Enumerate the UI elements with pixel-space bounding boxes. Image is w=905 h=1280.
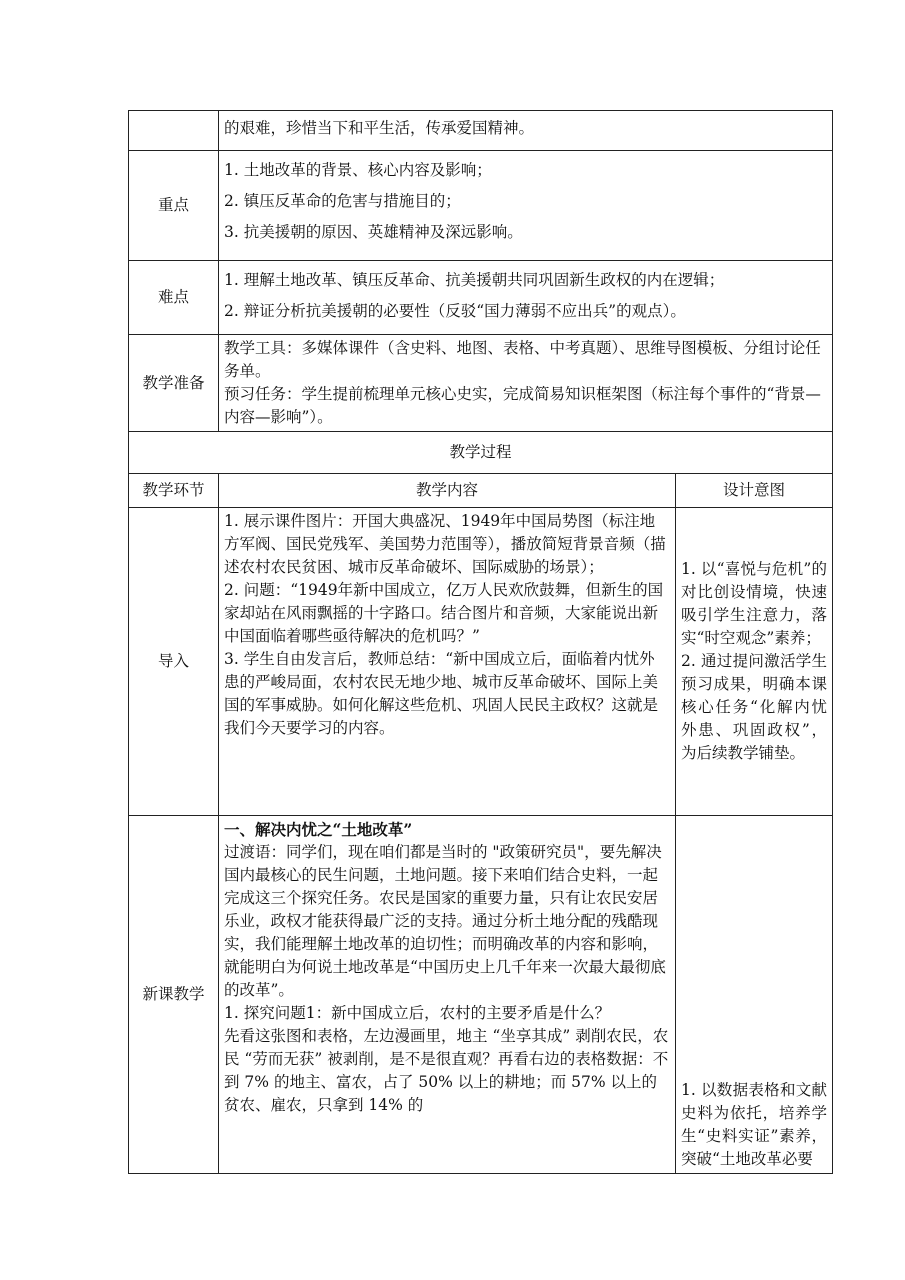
header-content: 教学内容 [219,474,676,508]
intro-intent [676,508,833,816]
header-intent: 设计意图 [676,474,833,508]
difficulties-content [219,261,833,335]
difficulty-item: 1. 理解土地改革、镇压反革命、抗美援朝共同巩固新生政权的内在逻辑； [224,271,725,289]
preparation-item: 教学工具：多媒体课件（含史料、地图、表格、中考真题）、思维导图模板、分组讨论任务单。 [224,339,821,380]
intro-row [129,508,833,816]
process-title: 教学过程 [129,432,833,474]
new-lesson-content [219,816,676,1174]
intro-step: 3. 学生自由发言后，教师总结：“新中国成立后，面临着内忧外患的严峻局面，农村农民无地少地、城市反革命破坏、国际上美国的军事威胁。如何化解这些危机、巩固人民民主政权？这就是我们今天要学习的内容。 [224,650,659,737]
difficulties-row [129,261,833,335]
section-title: 一、解决内忧之“土地改革” [224,820,413,839]
inquiry-text: 先看这张图和表格，左边漫画里，地主 “坐享其成” 剥削农民，农民 “劳而无获” 被剥削，是不是很直观？再看右边的表格数据：不到 7% 的地主、富农，占了 50% 以上的耕地；而 57% 以上的贫农、雇农，只拿到 14% 的 [224,1027,669,1114]
new-lesson-intent-item: 1. 以数据表格和文献史料为依托，培养学生“史料实证”素养，突破“土地改革必要 [681,1081,828,1168]
inquiry-question: 1. 探究问题1：新中国成立后，农村的主要矛盾是什么？ [224,1004,611,1022]
objectives-tail-row [129,111,833,151]
key-point-item: 2. 镇压反革命的危害与措施目的； [224,192,461,210]
intro-intent-item: 2. 通过提问激活学生预习成果，明确本课核心任务“化解内忧外患、巩固政权”，为后续教学铺垫。 [681,652,828,762]
key-points-row [129,151,833,261]
preparation-content [219,335,833,432]
process-title-row [129,432,833,474]
new-lesson-intent [676,816,833,1174]
key-point-item: 3. 抗美援朝的原因、英雄精神及深远影响。 [224,223,523,241]
key-points-label: 重点 [129,151,219,261]
key-points-content [219,151,833,261]
difficulties-label: 难点 [129,261,219,335]
key-point-item: 1. 土地改革的背景、核心内容及影响； [224,161,492,179]
preparation-label: 教学准备 [129,335,219,432]
lesson-plan-table [128,110,833,1174]
transition-text: 过渡语：同学们，现在咱们都是当时的 "政策研究员"，要先解决国内最核心的民生问题，土地问题。接下来咱们结合史料，一起完成这三个探究任务。农民是国家的重要力量，只有让农民安居乐业，政权才能获得最广泛的支持。通过分析土地分配的残酷现实，我们能理解土地改革的迫切性；而明确改革的内容和影响，就能明白为何说土地改革是“中国历史上几千年来一次最大最彻底的改革”。 [224,843,666,999]
intro-label: 导入 [129,508,219,816]
difficulty-item: 2. 辩证分析抗美援朝的必要性（反驳“国力薄弱不应出兵”的观点）。 [224,302,686,320]
intro-step: 1. 展示课件图片：开国大典盛况、1949年中国局势图（标注地方军阀、国民党残军、美国势力范围等），播放简短背景音频（描述农村农民贫困、城市反革命破坏、国际威胁的场景）； [224,512,666,576]
intro-intent-item: 1. 以“喜悦与危机”的对比创设情境，快速吸引学生注意力，落实“时空观念”素养； [681,560,828,647]
objectives-tail-label [129,111,219,151]
intro-content [219,508,676,816]
header-row [129,474,833,508]
new-lesson-row [129,816,833,1174]
preparation-item: 预习任务：学生提前梳理单元核心史实，完成简易知识框架图（标注每个事件的“背景—内容—影响”）。 [224,385,821,426]
intro-step: 2. 问题：“1949年新中国成立，亿万人民欢欣鼓舞，但新生的国家却站在风雨飘摇的十字路口。结合图片和音频，大家能说出新中国面临着哪些亟待解决的危机吗？” [224,581,664,645]
objectives-tail-text: 的艰难，珍惜当下和平生活，传承爱国精神。 [219,111,833,151]
header-stage: 教学环节 [129,474,219,508]
preparation-row [129,335,833,432]
new-lesson-label: 新课教学 [129,816,219,1174]
